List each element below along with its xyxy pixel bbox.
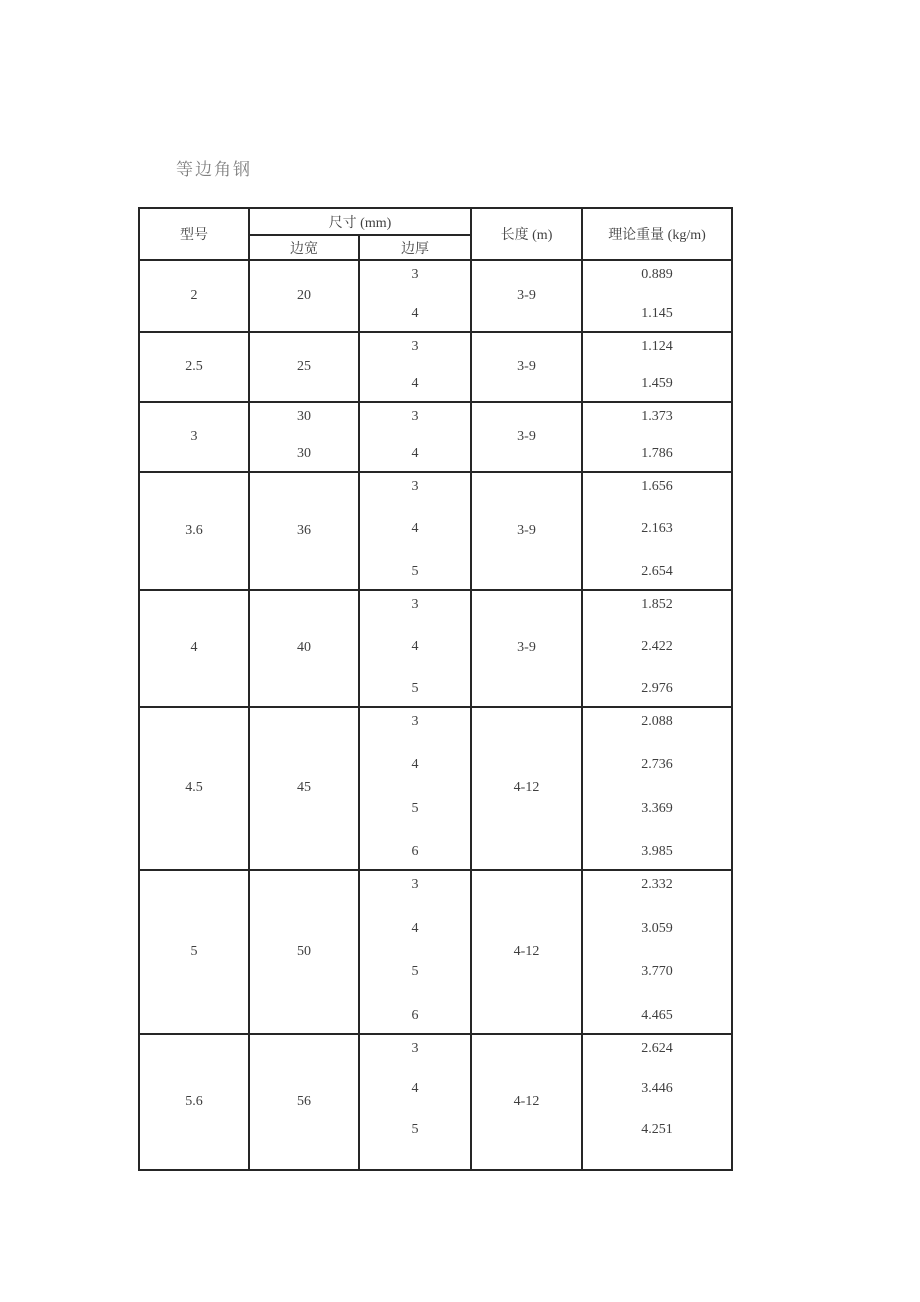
header-weight: 理论重量 (kg/m) (582, 208, 732, 260)
length-cell-value: 3-9 (517, 640, 536, 656)
thickness-value: 3 (411, 339, 419, 354)
thickness-value: 4 (411, 757, 419, 773)
thickness-cell (359, 260, 471, 332)
length-cell-value: 3-9 (517, 522, 536, 538)
header-length: 长度 (m) (471, 208, 582, 260)
weight-value: 2.088 (641, 714, 673, 729)
thickness-value: 4 (411, 375, 419, 391)
model-cell (139, 1034, 249, 1170)
thickness-value: 4 (411, 521, 419, 537)
weight-cell (582, 332, 732, 402)
thickness-cell (359, 1034, 471, 1170)
weight-value: 1.852 (641, 597, 673, 612)
model-cell-value: 4.5 (185, 780, 203, 796)
length-cell (471, 1034, 582, 1170)
width-value: 30 (297, 445, 311, 461)
weight-cell (582, 472, 732, 590)
weight-value: 2.976 (641, 680, 673, 696)
length-cell-value: 4-12 (513, 780, 540, 796)
table-row (139, 332, 732, 402)
length-cell-value: 4-12 (513, 1093, 540, 1109)
weight-cell (582, 402, 732, 472)
weight-value: 3.446 (641, 1081, 673, 1097)
page-title: 等边角钢 (176, 160, 252, 179)
thickness-cell (359, 332, 471, 402)
length-cell (471, 402, 582, 472)
model-cell (139, 590, 249, 707)
weight-value: 2.332 (641, 877, 673, 892)
weight-value: 1.124 (641, 339, 673, 354)
thickness-value: 3 (411, 597, 419, 612)
table-row (139, 590, 732, 707)
length-cell-value: 3-9 (517, 287, 536, 303)
weight-cell (582, 870, 732, 1034)
thickness-cell (359, 472, 471, 590)
header-side-width: 边宽 (249, 235, 359, 260)
width-cell-value: 36 (297, 522, 311, 538)
thickness-value: 3 (411, 714, 419, 729)
model-cell (139, 260, 249, 332)
table-row (139, 260, 732, 332)
width-cell (249, 332, 359, 402)
table-body (139, 260, 732, 1170)
width-cell (249, 1034, 359, 1170)
length-cell (471, 590, 582, 707)
weight-value: 4.251 (641, 1121, 673, 1137)
header-model: 型号 (139, 208, 249, 260)
thickness-value: 5 (411, 563, 419, 579)
model-cell-value: 2.5 (185, 358, 203, 374)
weight-cell (582, 1034, 732, 1170)
thickness-value: 6 (411, 1007, 419, 1023)
model-cell (139, 332, 249, 402)
thickness-value: 5 (411, 964, 419, 980)
model-cell-value: 5 (190, 943, 198, 959)
weight-cell (582, 260, 732, 332)
thickness-cell (359, 590, 471, 707)
length-cell (471, 260, 582, 332)
model-cell-value: 3.6 (185, 522, 203, 538)
width-cell (249, 402, 359, 472)
model-cell-value: 2 (190, 287, 198, 303)
thickness-value: 4 (411, 920, 419, 936)
weight-value: 1.459 (641, 375, 673, 391)
steel-spec-table (138, 207, 733, 1171)
weight-value: 3.369 (641, 800, 673, 816)
width-cell-value: 50 (297, 943, 311, 959)
length-cell-value: 3-9 (517, 358, 536, 374)
table-row (139, 402, 732, 472)
table-header (139, 208, 732, 260)
weight-value: 3.059 (641, 920, 673, 936)
length-cell (471, 332, 582, 402)
header-side-thickness: 边厚 (359, 235, 471, 260)
width-cell-value: 40 (297, 640, 311, 656)
model-cell (139, 870, 249, 1034)
thickness-value: 3 (411, 409, 419, 424)
table-row (139, 1034, 732, 1170)
length-cell (471, 472, 582, 590)
length-cell-value: 3-9 (517, 428, 536, 444)
thickness-value: 3 (411, 1041, 419, 1056)
length-cell (471, 870, 582, 1034)
width-cell (249, 472, 359, 590)
thickness-value: 4 (411, 445, 419, 461)
weight-value: 1.145 (641, 305, 673, 321)
width-cell (249, 260, 359, 332)
width-value: 30 (297, 409, 311, 424)
table-row (139, 472, 732, 590)
weight-value: 1.656 (641, 479, 673, 494)
width-cell-value: 45 (297, 780, 311, 796)
thickness-value: 4 (411, 1081, 419, 1097)
width-cell (249, 870, 359, 1034)
width-cell (249, 590, 359, 707)
table-row (139, 707, 732, 870)
length-cell-value: 4-12 (513, 943, 540, 959)
weight-cell (582, 707, 732, 870)
thickness-value: 4 (411, 638, 419, 654)
weight-value: 1.786 (641, 445, 673, 461)
thickness-cell (359, 870, 471, 1034)
width-cell-value: 20 (297, 287, 311, 303)
header-size-group: 尺寸 (mm) (249, 208, 471, 235)
thickness-value: 4 (411, 305, 419, 321)
thickness-value: 5 (411, 680, 419, 696)
thickness-value: 5 (411, 1121, 419, 1137)
thickness-value: 3 (411, 877, 419, 892)
thickness-value: 6 (411, 843, 419, 859)
model-cell-value: 3 (190, 428, 198, 444)
thickness-value: 3 (411, 267, 419, 282)
model-cell (139, 402, 249, 472)
model-cell (139, 707, 249, 870)
weight-value: 3.770 (641, 964, 673, 980)
weight-value: 2.624 (641, 1041, 673, 1056)
weight-value: 2.422 (641, 638, 673, 654)
weight-value: 2.163 (641, 521, 673, 537)
width-cell (249, 707, 359, 870)
thickness-cell (359, 707, 471, 870)
weight-cell (582, 590, 732, 707)
weight-value: 0.889 (641, 267, 673, 282)
weight-value: 3.985 (641, 843, 673, 859)
weight-value: 4.465 (641, 1007, 673, 1023)
length-cell (471, 707, 582, 870)
thickness-value: 3 (411, 479, 419, 494)
thickness-cell (359, 402, 471, 472)
model-cell (139, 472, 249, 590)
weight-value: 2.654 (641, 563, 673, 579)
width-cell-value: 56 (297, 1093, 311, 1109)
table-row (139, 870, 732, 1034)
width-cell-value: 25 (297, 358, 311, 374)
weight-value: 1.373 (641, 409, 673, 424)
model-cell-value: 5.6 (185, 1093, 203, 1109)
thickness-value: 5 (411, 800, 419, 816)
weight-value: 2.736 (641, 757, 673, 773)
model-cell-value: 4 (190, 640, 198, 656)
